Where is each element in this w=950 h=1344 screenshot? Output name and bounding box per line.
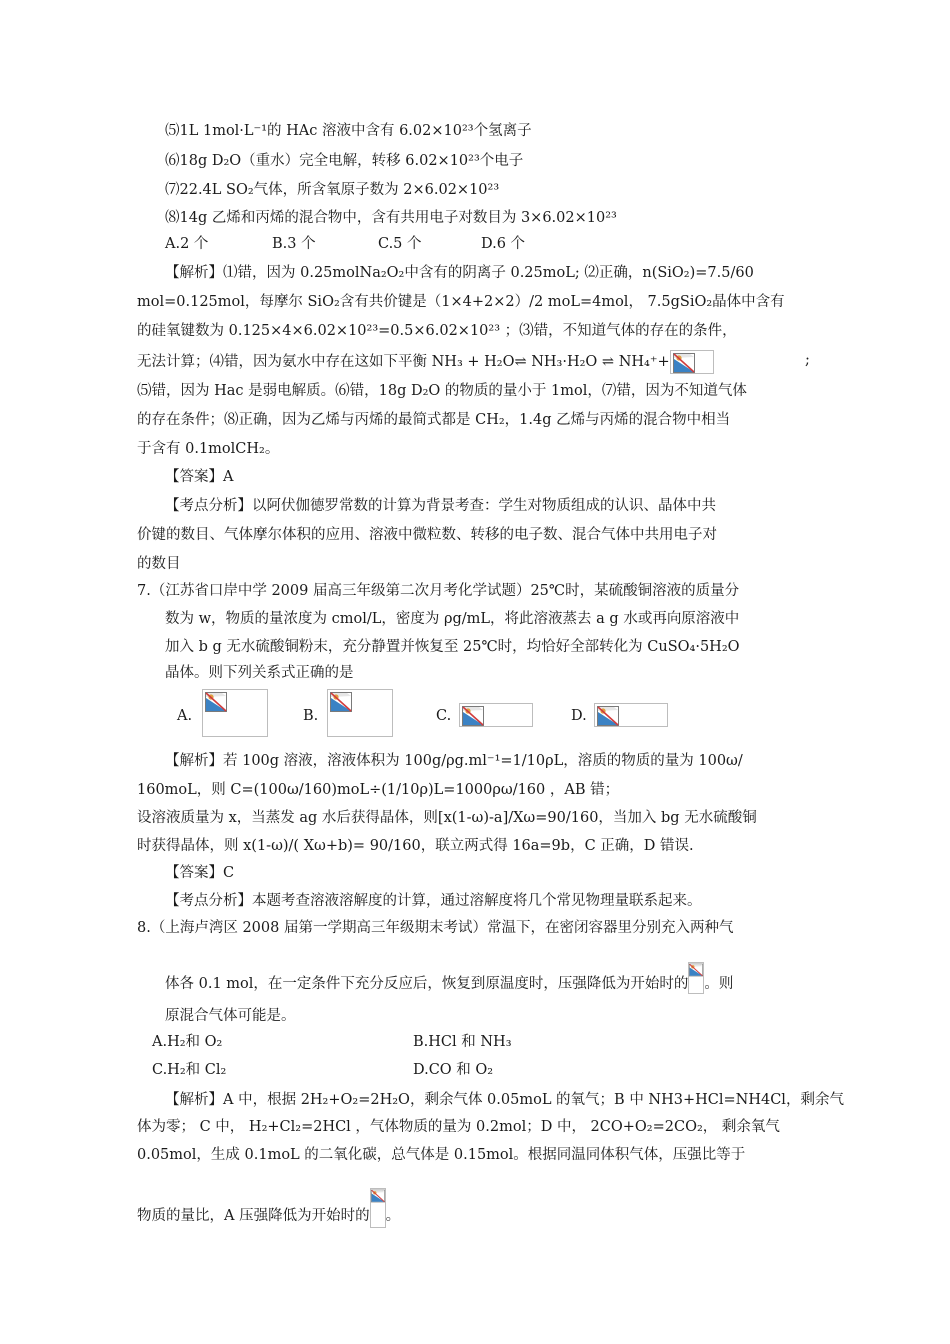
analysis-line xyxy=(137,1188,400,1228)
option-a: A.H₂和 O₂ xyxy=(152,1034,223,1050)
analysis-line xyxy=(137,350,714,374)
question-item-5: ⑸1L 1mol·L⁻¹的 HAc 溶液中含有 6.02×10²³个氢离子 xyxy=(165,123,532,139)
question-7-stem: 7.（江苏省口岸中学 2009 届高三年级第二次月考化学试题）25℃时，某硫酸铜溶液的质量分 xyxy=(137,583,740,599)
analysis-line: 【解析】若 100g 溶液，溶液体积为 100g/ρg.ml⁻¹=1/10ρL，溶质的物质的量为 100ω/ xyxy=(165,753,743,769)
answer-label: 【答案】A xyxy=(165,469,234,485)
option-c: C.H₂和 Cl₂ xyxy=(152,1062,227,1078)
option-a-label: A. xyxy=(177,708,193,724)
question-7-stem: 晶体。则下列关系式正确的是 xyxy=(165,665,354,681)
analysis-line: mol=0.125mol，每摩尔 SiO₂含有共价键是（1×4+2×2）/2 moL=4mol， 7.5gSiO₂晶体中含有 xyxy=(137,294,785,310)
question-text: 体各 0.1 mol，在一定条件下充分反应后，恢复到原温度时，压强降低为开始时的 xyxy=(165,976,689,992)
analysis-line: 【解析】⑴错，因为 0.25molNa₂O₂中含有的阴离子 0.25moL; ⑵正确，n(SiO₂)=7.5/60 xyxy=(165,265,754,281)
analysis-line-end: ; xyxy=(805,352,810,368)
question-8-stem xyxy=(165,962,733,994)
analysis-line: 体为零； C 中， H₂+Cl₂=2HCl ，气体物质的量为 0.2mol；D 中， 2CO+O₂=2CO₂， 剩余氧气 xyxy=(137,1119,780,1135)
analysis-line: 的硅氧键数为 0.125×4×6.02×10²³=0.5×6.02×10²³ ；⑶错，不知道气体的存在的条件， xyxy=(137,323,737,339)
formula-image xyxy=(670,350,714,374)
question-7-stem: 数为 w，物质的量浓度为 cmol/L，密度为 ρg/mL，将此溶液蒸去 a g 水或再向原溶液中 xyxy=(165,611,740,627)
broken-image-icon xyxy=(597,706,619,726)
option-b-label: B. xyxy=(303,708,319,724)
analysis-point-line: 【考点分析】本题考查溶液溶解度的计算，通过溶解度将几个常见物理量联系起来。 xyxy=(165,893,702,909)
option-c-formula-image xyxy=(459,703,533,727)
option-d: D.6 个 xyxy=(481,236,526,252)
question-text: 。则 xyxy=(704,976,734,992)
analysis-point-line: 的数目 xyxy=(137,556,181,572)
question-item-6: ⑹18g D₂O（重水）完全电解，转移 6.02×10²³个电子 xyxy=(165,153,524,169)
analysis-line: 160moL，则 C=(100ω/160)moL÷(1/10ρ)L=1000ρω/160 ，AB 错； xyxy=(137,782,620,798)
analysis-line: 时获得晶体，则 x(1-ω)/( Xω+b)= 90/160，联立两式得 16a=9b，C 正确，D 错误. xyxy=(137,838,694,854)
broken-image-icon xyxy=(371,1189,385,1203)
option-a: A.2 个 xyxy=(165,236,209,252)
analysis-line: 于含有 0.1molCH₂。 xyxy=(137,441,280,457)
analysis-text: 物质的量比，A 压强降低为开始时的 xyxy=(137,1208,370,1224)
analysis-line: ⑸错，因为 Hac 是弱电解质。⑹错，18g D₂O 的物质的量小于 1mol，⑺错，因为不知道气体 xyxy=(137,383,747,399)
option-b: B.HCl 和 NH₃ xyxy=(413,1034,512,1050)
analysis-line: 【解析】A 中，根据 2H₂+O₂=2H₂O，剩余气体 0.05moL 的氧气；B 中 NH3+HCl=NH4Cl，剩余气 xyxy=(165,1092,844,1108)
broken-image-icon xyxy=(673,353,695,373)
analysis-point-line: 【考点分析】以阿伏伽德罗常数的计算为背景考查：学生对物质组成的认识、晶体中共 xyxy=(165,498,716,514)
option-c: C.5 个 xyxy=(378,236,422,252)
broken-image-icon xyxy=(330,692,352,712)
analysis-text: 无法计算；⑷错，因为氨水中存在这如下平衡 NH₃ + H₂O⇌ NH₃·H₂O ⇌ NH₄⁺+ xyxy=(137,354,670,370)
question-7-stem: 加入 b g 无水硫酸铜粉末，充分静置并恢复至 25℃时，均恰好全部转化为 CuSO₄·5H₂O xyxy=(165,639,740,655)
question-8-stem: 原混合气体可能是。 xyxy=(165,1008,296,1024)
option-b: B.3 个 xyxy=(272,236,316,252)
broken-image-icon xyxy=(462,706,484,726)
analysis-line: 0.05mol，生成 0.1moL 的二氧化碳，总气体是 0.15mol。根据同温同体积气体，压强比等于 xyxy=(137,1147,746,1163)
question-8-stem: 8.（上海卢湾区 2008 届第一学期高三年级期末考试）常温下，在密闭容器里分别充入两种气 xyxy=(137,920,734,936)
broken-image-icon xyxy=(689,963,703,977)
option-d: D.CO 和 O₂ xyxy=(413,1062,494,1078)
analysis-text: 。 xyxy=(385,1208,401,1224)
question-item-8: ⑻14g 乙烯和丙烯的混合物中，含有共用电子对数目为 3×6.02×10²³ xyxy=(165,210,617,226)
question-item-7: ⑺22.4L SO₂气体，所含氧原子数为 2×6.02×10²³ xyxy=(165,182,500,198)
answer-label: 【答案】C xyxy=(165,865,235,881)
fraction-image xyxy=(688,962,704,994)
option-a-formula-image xyxy=(202,689,268,737)
analysis-line: 设溶液质量为 x，当蒸发 ag 水后获得晶体，则[x(1-ω)-a]/Xω=90/160，当加入 bg 无水硫酸铜 xyxy=(137,810,757,826)
analysis-point-line: 价键的数目、气体摩尔体积的应用、溶液中微粒数、转移的电子数、混合气体中共用电子对 xyxy=(137,527,717,543)
option-d-formula-image xyxy=(594,703,668,727)
option-d-label: D. xyxy=(571,708,587,724)
analysis-line: 的存在条件；⑻正确，因为乙烯与丙烯的最简式都是 CH₂，1.4g 乙烯与丙烯的混合物中相当 xyxy=(137,412,731,428)
broken-image-icon xyxy=(205,692,227,712)
option-b-formula-image xyxy=(327,689,393,737)
fraction-image xyxy=(370,1188,386,1228)
option-c-label: C. xyxy=(436,708,452,724)
